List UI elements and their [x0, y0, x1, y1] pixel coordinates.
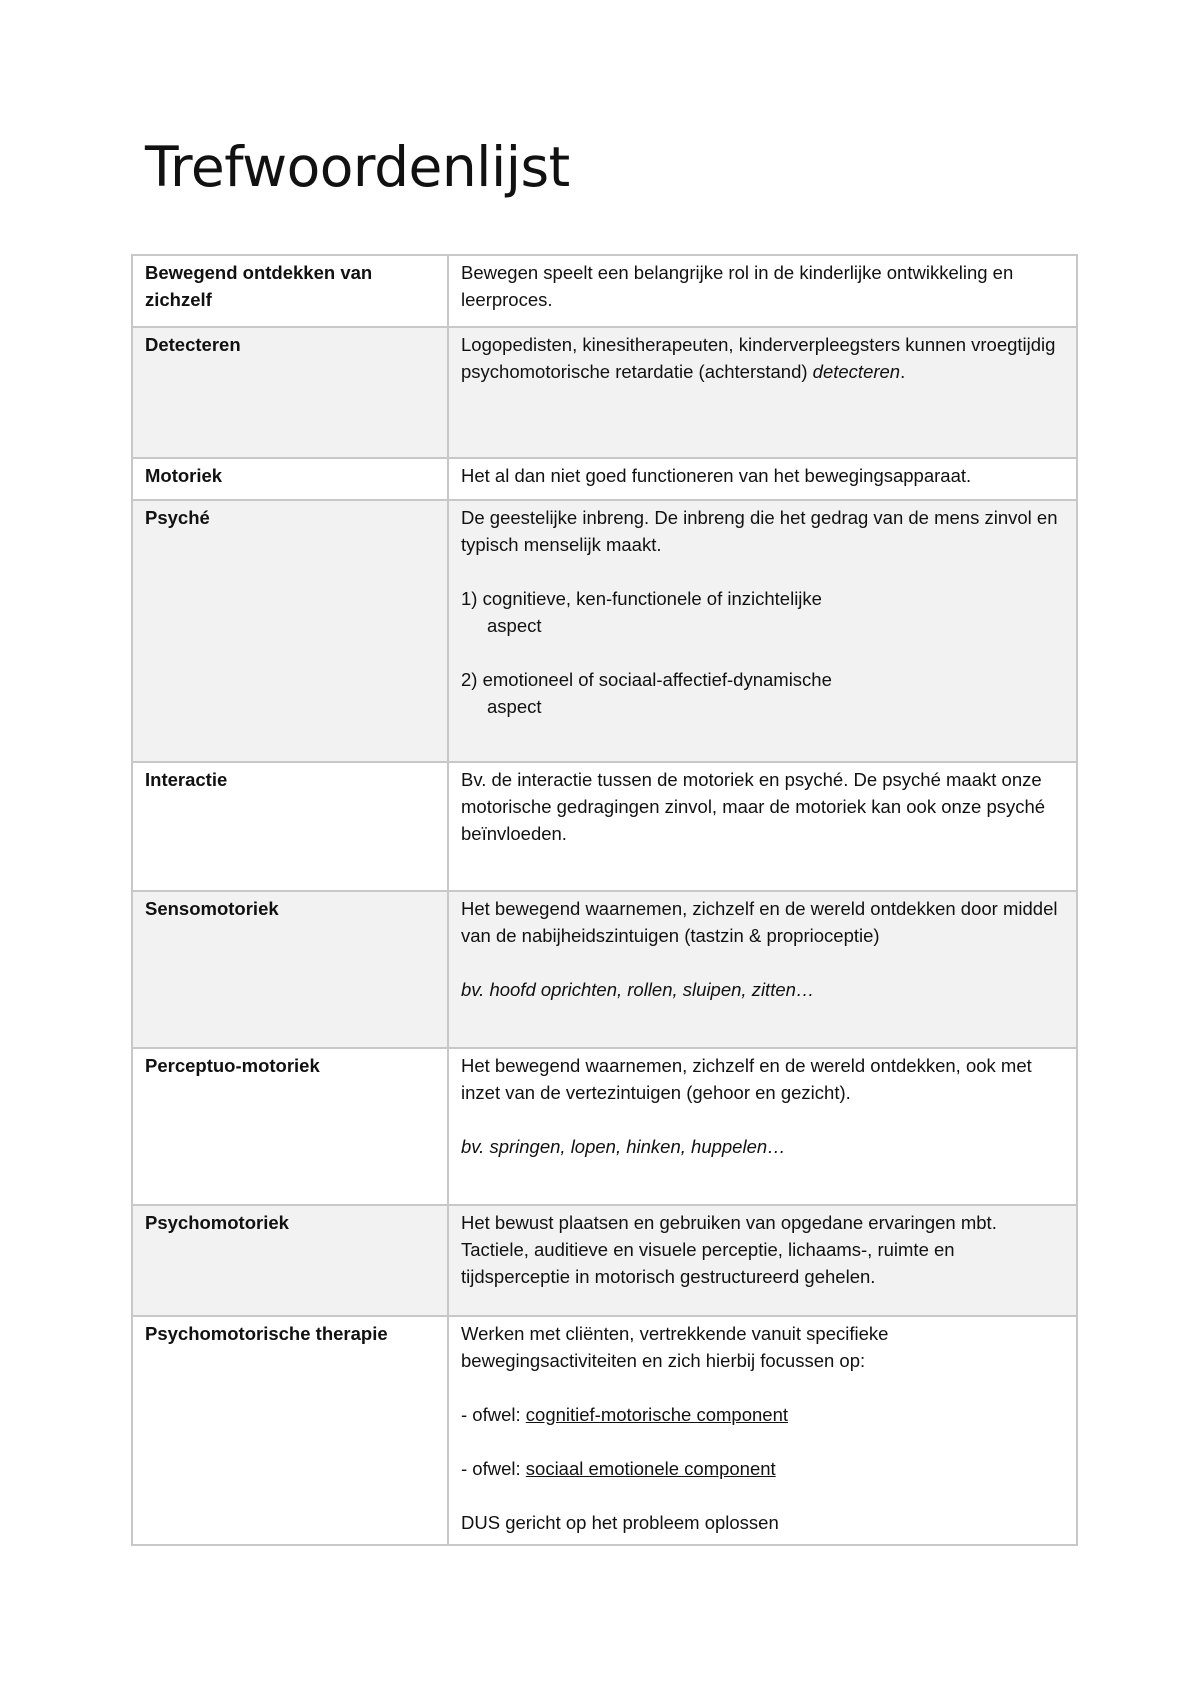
- underlined-component: cognitief-motorische component: [525, 1404, 788, 1425]
- definition-text-part: Logopedisten, kinesitherapeuten, kinderverpleegsters kunnen vroegtijdig psychomotorische retardatie (achterstand): [461, 334, 1056, 382]
- definition-text: Het bewegend waarnemen, zichzelf en de wereld ontdekken door middel van de nabijheidszintuigen (tastzin & proprioceptie): [461, 898, 1058, 946]
- term-cell: Psychomotoriek: [132, 1205, 448, 1316]
- definition-cell: [448, 327, 1077, 458]
- table-row: [132, 327, 1077, 458]
- document-title: Trefwoordenlijst: [145, 135, 570, 199]
- list-item-text: 1) cognitieve, ken-functionele of inzichtelijke: [461, 588, 822, 609]
- definition-cell: [448, 762, 1077, 891]
- list-item: [461, 585, 1064, 639]
- table-row: [132, 1205, 1077, 1316]
- definition-text: [461, 331, 1064, 385]
- example-italic: bv. hoofd oprichten, rollen, sluipen, zitten…: [461, 979, 815, 1000]
- conclusion-text: DUS gericht op het probleem oplossen: [461, 1512, 779, 1533]
- table-row: [132, 1048, 1077, 1205]
- definition-text: Werken met cliënten, vertrekkende vanuit specifieke bewegingsactiviteiten en zich hierbij focussen op:: [461, 1323, 889, 1371]
- definition-text: Het bewust plaatsen en gebruiken van opgedane ervaringen mbt. Tactiele, auditieve en visuele perceptie, lichaams-, ruimte en tijdsperceptie in motorisch gestructureerd gehelen.: [461, 1212, 997, 1287]
- definition-cell: [448, 1205, 1077, 1316]
- list-item-prefix: - ofwel:: [461, 1458, 526, 1479]
- example-italic: bv. springen, lopen, hinken, huppelen…: [461, 1136, 786, 1157]
- list-item-text: 2) emotioneel of sociaal-affectief-dynamische: [461, 669, 832, 690]
- table-row: [132, 1316, 1077, 1545]
- underlined-component: sociaal emotionele component: [525, 1458, 776, 1479]
- term-cell: Bewegend ontdekken van zichzelf: [132, 255, 448, 327]
- example-text: [461, 976, 1064, 1003]
- term-cell: Psychomotorische therapie: [132, 1316, 448, 1545]
- term-cell: Detecteren: [132, 327, 448, 458]
- list-item-continuation: aspect: [487, 615, 542, 636]
- glossary-table: [131, 254, 1078, 1546]
- table-row: [132, 891, 1077, 1048]
- term-cell: Interactie: [132, 762, 448, 891]
- table-row: [132, 500, 1077, 762]
- term-cell: Perceptuo-motoriek: [132, 1048, 448, 1205]
- definition-cell: [448, 891, 1077, 1048]
- definition-cell: [448, 1316, 1077, 1545]
- emphasized-term: detecteren: [812, 361, 901, 382]
- definition-cell: [448, 500, 1077, 762]
- table-row: [132, 255, 1077, 327]
- definition-cell: [448, 255, 1077, 327]
- definition-text: De geestelijke inbreng. De inbreng die het gedrag van de mens zinvol en typisch menselijk maakt.: [461, 507, 1058, 555]
- term-cell: Psyché: [132, 500, 448, 762]
- table-row: [132, 458, 1077, 500]
- definition-text: Het al dan niet goed functioneren van het bewegingsapparaat.: [461, 465, 972, 486]
- term-cell: Sensomotoriek: [132, 891, 448, 1048]
- list-item: [461, 666, 1064, 720]
- definition-cell: [448, 458, 1077, 500]
- list-item: [461, 1401, 1064, 1428]
- list-item: [461, 1455, 1064, 1482]
- definition-text: Het bewegend waarnemen, zichzelf en de wereld ontdekken, ook met inzet van de vertezintuigen (gehoor en gezicht).: [461, 1055, 1032, 1103]
- definition-text: Bv. de interactie tussen de motoriek en psyché. De psyché maakt onze motorische gedragingen zinvol, maar de motoriek kan ook onze psyché beïnvloeden.: [461, 769, 1046, 844]
- definition-text: Bewegen speelt een belangrijke rol in de kinderlijke ontwikkeling en leerproces.: [461, 262, 1014, 310]
- definition-text-part: .: [900, 361, 906, 382]
- list-item-prefix: - ofwel:: [461, 1404, 526, 1425]
- term-cell: Motoriek: [132, 458, 448, 500]
- example-text: [461, 1133, 1064, 1160]
- definition-cell: [448, 1048, 1077, 1205]
- list-item-continuation: aspect: [487, 696, 542, 717]
- table-row: [132, 762, 1077, 891]
